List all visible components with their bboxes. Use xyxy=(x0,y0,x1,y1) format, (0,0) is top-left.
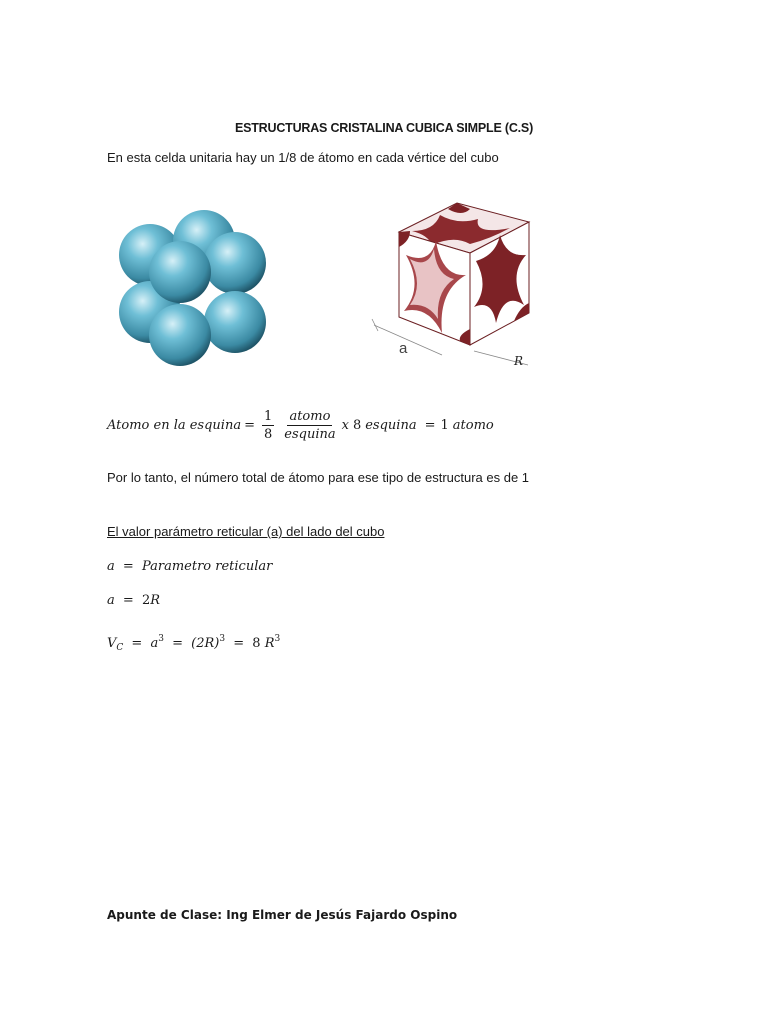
eq4-a: a xyxy=(150,636,159,651)
eq1-times: x xyxy=(341,418,349,433)
sphere-front-bottom-right xyxy=(204,291,266,353)
simple-cubic-spheres-figure xyxy=(110,205,270,370)
equation-cell-volume xyxy=(107,634,280,653)
equation-a-definition xyxy=(107,559,272,574)
eq2-lhs: a xyxy=(107,559,115,574)
eq1-frac1-den: 8 xyxy=(263,427,273,442)
eq3-equals: = xyxy=(122,593,134,608)
label-edge-a: a xyxy=(399,340,408,357)
eq1-result-word: atomo xyxy=(452,418,494,433)
eq4-exp1: 3 xyxy=(158,634,164,644)
eq1-equals-2: = xyxy=(424,418,436,433)
eq3-lhs: a xyxy=(107,593,115,608)
eq4-coef: 8 xyxy=(252,636,261,651)
label-radius-r: R xyxy=(514,354,524,368)
eq1-equals: = xyxy=(244,418,255,433)
eq3-var: R xyxy=(150,593,161,608)
page-title: ESTRUCTURAS CRISTALINA CUBICA SIMPLE (C.S) xyxy=(234,121,534,135)
eq4-equals-3: = xyxy=(233,636,245,651)
eq2-equals: = xyxy=(122,559,134,574)
eq4-exp3: 3 xyxy=(274,634,281,644)
eq1-count: 8 xyxy=(352,418,362,433)
eq1-frac2-num: atomo xyxy=(289,409,331,424)
sphere-front-bottom-left xyxy=(149,304,211,366)
intro-text: En esta celda unitaria hay un 1/8 de átomo en cada vértice del cubo xyxy=(107,150,499,165)
eq4-v: V xyxy=(107,636,117,651)
eq2-rhs: Parametro reticular xyxy=(141,559,273,574)
eq4-equals-1: = xyxy=(131,636,143,651)
eq4-equals-2: = xyxy=(172,636,184,651)
eq4-paren: (2R) xyxy=(191,636,220,651)
eq1-result-num: 1 xyxy=(440,418,449,433)
eq3-coef: 2 xyxy=(141,593,151,608)
sphere-front-top-right xyxy=(204,232,266,294)
eq1-fraction-atomo-esquina xyxy=(282,410,337,441)
eq1-frac2-den: esquina xyxy=(284,427,336,442)
unit-cell-cube-figure xyxy=(362,195,542,375)
eq4-sub: C xyxy=(116,643,124,653)
conclusion-text: Por lo tanto, el número total de átomo para ese tipo de estructura es de 1 xyxy=(107,470,530,485)
equation-a-equals-2r xyxy=(107,593,160,608)
eq1-lhs: Atomo en la esquina xyxy=(107,418,242,433)
eq1-corner-word: esquina xyxy=(365,418,417,433)
eq1-frac1-num: 1 xyxy=(263,409,273,424)
eq4-exp2: 3 xyxy=(219,634,226,644)
eq1-fraction-one-eighth xyxy=(262,410,274,441)
eq4-r: R xyxy=(264,636,275,651)
sphere-front-top-left xyxy=(149,241,211,303)
dimension-tick-a-left xyxy=(372,319,378,331)
section-subtitle: El valor parámetro reticular (a) del lado del cubo xyxy=(107,524,385,539)
equation-atoms-corner xyxy=(107,410,494,441)
footer-author: Apunte de Clase: Ing Elmer de Jesús Fajardo Ospino xyxy=(107,908,458,922)
